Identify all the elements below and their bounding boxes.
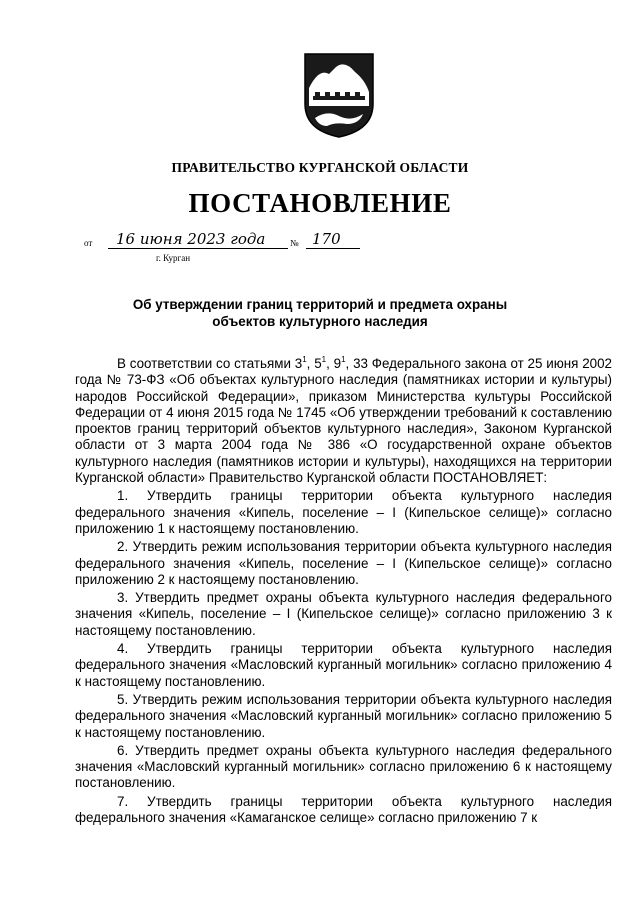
document-title-line-2: объектов культурного наследия [212,314,428,329]
resolution-item: 6. Утвердить предмет охраны объекта культурного наследия федерального значения «Масловский курганный могильник» согласно приложению 6 к настоящему постановлению. [75,742,612,791]
date-prefix: от [84,238,93,248]
superscript: 1 [321,354,327,364]
resolution-item: 3. Утвердить предмет охраны объекта культурного наследия федерального значения «Кипель, поселение – I (Кипельское селище)» согласно приложению 3 к настоящему постановлению. [75,590,612,638]
superscript: 1 [341,354,346,364]
intro-text: В соответствии со статьями 3 [117,356,303,371]
superscript: 1 [302,354,307,364]
resolution-item: 5. Утвердить режим использования территории объекта культурного наследия федерального значения «Масловский курганный могильник» согласно приложению 5 к настоящему постановлению. [75,691,612,740]
coat-of-arms-icon [303,52,375,138]
resolution-item: 7. Утвердить границы территории объекта культурного наследия федерального значения «Камаганское селище» согласно приложению 7 к [75,793,612,826]
intro-text: , 33 Федерального закона от 25 июня 2002 года № 73-ФЗ «Об объектах культурного наследия (памятниках истории и культуры) народов Российской Федерации», приказом Министерства культуры Российской Федерации от 4 июня 2015 года № 1745 «Об утверждении требований к составлению проектов границ территорий объектов культурного наследия», Законом Курганской области от 3 марта 2004 года № 386 «О государственной охране объектов культурного наследия (памятников истории и культуры), находящихся на территории Курганской области» Правительство Курганской области ПОСТАНОВЛЯЕТ: [75,356,613,486]
document-body [75,356,612,828]
document-type-heading: ПОСТАНОВЛЕНИЕ [188,188,452,218]
date-number-line [84,228,384,268]
organization-name: ПРАВИТЕЛЬСТВО КУРГАНСКОЙ ОБЛАСТИ [171,160,469,175]
document-title-line-1: Об утверждении границ территорий и предмета охраны [132,297,508,312]
intro-text: , 5 [306,356,322,371]
number-prefix: № [290,238,299,248]
resolution-item: 4. Утвердить границы территории объекта культурного наследия федерального значения «Масловский курганный могильник» согласно приложению 4 к настоящему постановлению. [75,641,612,689]
resolution-item: 2. Утвердить режим использования территории объекта культурного наследия федерального значения «Кипель, поселение – I (Кипельское селище)» согласно приложению 2 к настоящему постановлению. [75,539,612,587]
city-label: г. Курган [156,253,191,263]
resolution-item: 1. Утвердить границы территории объекта культурного наследия федерального значения «Кипель, поселение – I (Кипельское селище)» согласно приложению 1 к настоящему постановлению. [75,488,612,536]
intro-paragraph [75,356,612,486]
intro-text: , 9 [326,356,342,371]
handwritten-number: 170 [306,231,360,249]
handwritten-date: 16 июня 2023 года [108,231,288,249]
